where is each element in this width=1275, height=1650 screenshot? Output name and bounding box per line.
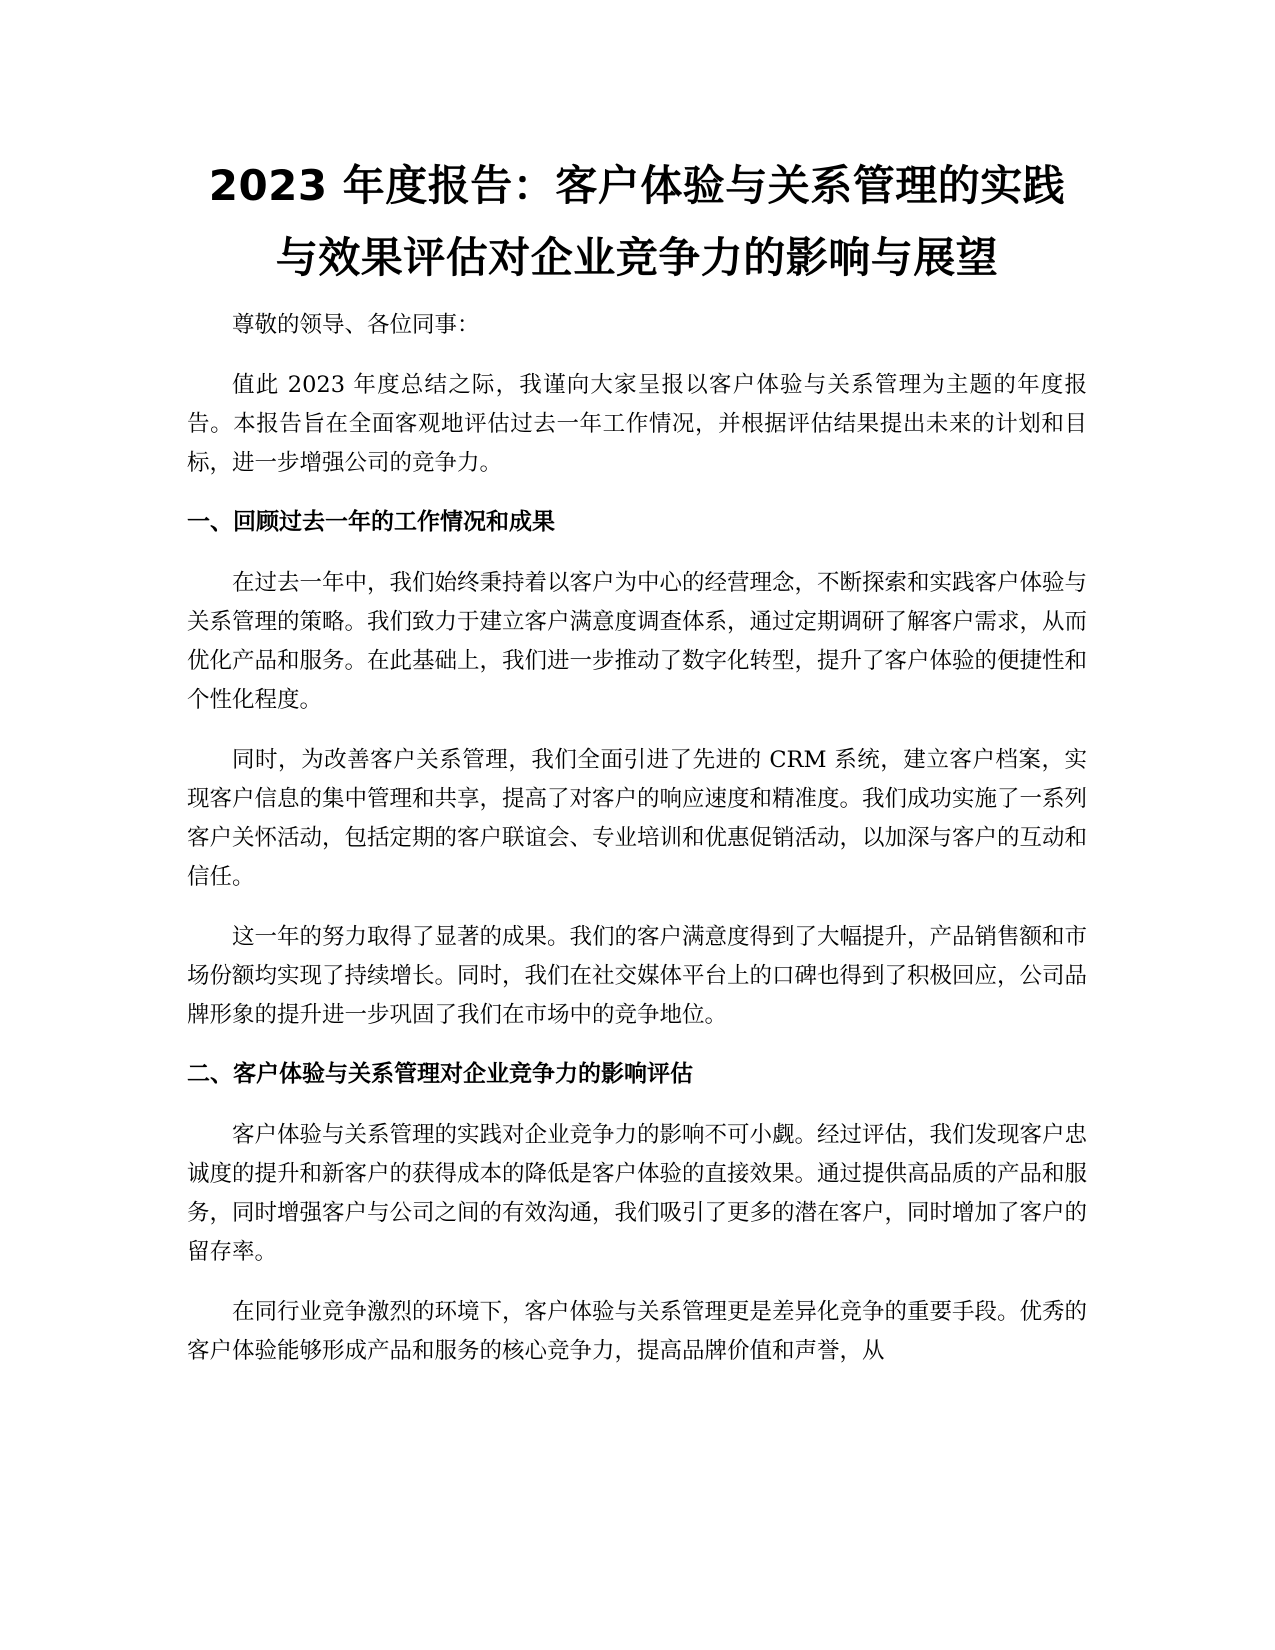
section-1-paragraph-3: 这一年的努力取得了显著的成果。我们的客户满意度得到了大幅提升，产品销售额和市场份额均实现了持续增长。同时，我们在社交媒体平台上的口碑也得到了积极回应，公司品牌形象的提升进一步巩固了我们在市场中的竞争地位。 xyxy=(187,924,1088,1028)
intro-paragraph: 值此 2023 年度总结之际，我谨向大家呈报以客户体验与关系管理为主题的年度报告。本报告旨在全面客观地评估过去一年工作情况，并根据评估结果提出未来的计划和目标，进一步增强公司的竞争力。 xyxy=(187,372,1087,476)
document-body xyxy=(187,150,1087,1392)
greeting: 尊敬的领导、各位同事： xyxy=(232,312,480,338)
section-1-paragraph-2: 同时，为改善客户关系管理，我们全面引进了先进的 CRM 系统，建立客户档案，实现客户信息的集中管理和共享，提高了对客户的响应速度和精准度。我们成功实施了一系列客户关怀活动，包括定期的客户联谊会、专业培训和优惠促销活动，以加深与客户的互动和信任。 xyxy=(187,747,1088,890)
document-title xyxy=(187,150,1087,294)
section-2-paragraph-1: 客户体验与关系管理的实践对企业竞争力的影响不可小觑。经过评估，我们发现客户忠诚度的提升和新客户的获得成本的降低是客户体验的直接效果。通过提供高品质的产品和服务，同时增强客户与公司之间的有效沟通，我们吸引了更多的潜在客户，同时增加了客户的留存率。 xyxy=(187,1122,1088,1265)
section-1-paragraph-1: 在过去一年中，我们始终秉持着以客户为中心的经营理念，不断探索和实践客户体验与关系管理的策略。我们致力于建立客户满意度调查体系，通过定期调研了解客户需求，从而优化产品和服务。在此基础上，我们进一步推动了数字化转型，提升了客户体验的便捷性和个性化程度。 xyxy=(187,570,1088,713)
section-2-heading: 二、客户体验与关系管理对企业竞争力的影响评估 xyxy=(187,1061,693,1087)
section-1-heading: 一、回顾过去一年的工作情况和成果 xyxy=(187,509,555,535)
title-line-2: 与效果评估对企业竞争力的影响与展望 xyxy=(275,233,999,282)
title-line-1: 2023 年度报告：客户体验与关系管理的实践 xyxy=(208,161,1066,210)
section-2-paragraph-2: 在同行业竞争激烈的环境下，客户体验与关系管理更是差异化竞争的重要手段。优秀的客户体验能够形成产品和服务的核心竞争力，提高品牌价值和声誉，从 xyxy=(187,1299,1088,1364)
